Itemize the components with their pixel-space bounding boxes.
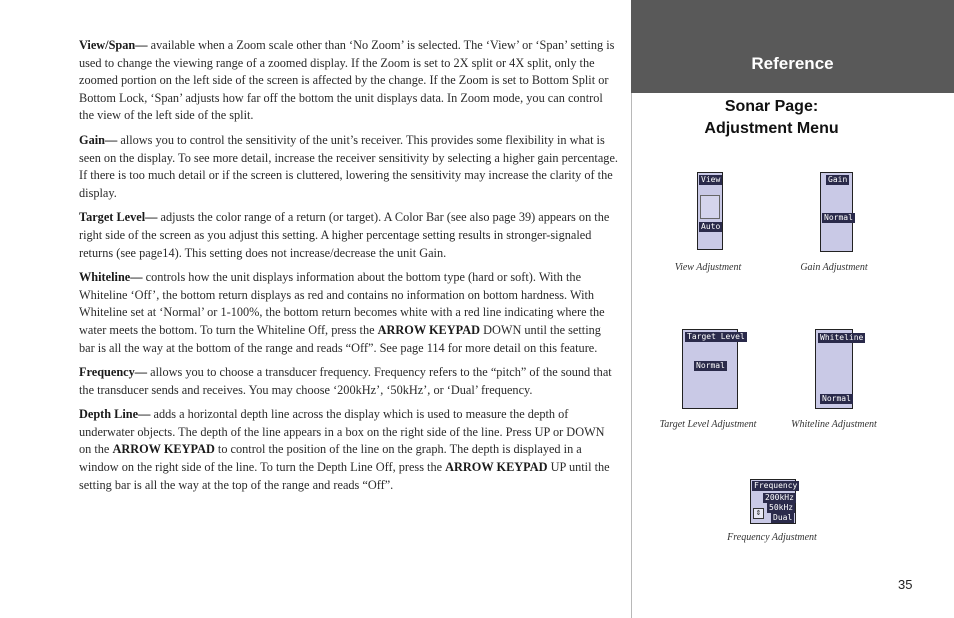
view-span-paragraph <box>79 37 619 125</box>
frequency-term: Frequency— <box>79 365 148 380</box>
view-setting-bar <box>700 195 720 219</box>
gain-paragraph <box>79 132 619 202</box>
frequency-arrow-icon: ⇕ <box>753 508 764 519</box>
sidebar-divider <box>631 93 632 618</box>
main-text <box>79 37 619 501</box>
target-level-text: adjusts the color range of a return (or target). A Color Bar (see also page 39) appears on the right side of the screen as you adjust this setting. A higher percentage setting results in stronger-signaled returns (see page14). This setting does not increase/decrease the unit Gain. <box>79 210 610 260</box>
sidebar-title-line-2: Adjustment Menu <box>704 120 839 137</box>
frequency-screen-header: Frequency <box>754 481 798 490</box>
depth-line-text-b: to control the position of the line on the graph. The depth is displayed in a window on the right side of the line. To turn the Depth Line Off, press the <box>79 442 582 475</box>
target-level-adjustment-screen <box>682 329 745 409</box>
frequency-text: allows you to choose a transducer frequency. Frequency refers to the “pitch” of the sound that the transducer sends and receives. You may choose ‘200kHz’, ‘50kHz’, or ‘Dual’ frequency. <box>79 365 612 397</box>
depth-line-text-c: UP until the setting bar is all the way at the top of the range and reads “Off”. <box>79 460 610 492</box>
depth-line-key-1: ARROW KEYPAD <box>112 442 215 457</box>
section-title: Reference <box>751 54 834 73</box>
sidebar-header <box>631 0 954 93</box>
gain-text: allows you to control the sensitivity of the unit’s receiver. This provides some flexibility in what is seen on the display. To see more detail, increase the receiver sensitivity by selecting a higher gain percentage. If there is too much detail or if the screen is cluttered, lowering the sensitivity may increase the clarity of the display. <box>79 132 618 200</box>
target-screen-header: Target Level <box>687 332 745 341</box>
view-screen-value: Auto <box>701 222 721 231</box>
whiteline-term: Whiteline— <box>79 270 143 285</box>
sidebar-title-line-1: Sonar Page: <box>724 98 819 115</box>
depth-line-term: Depth Line— <box>79 407 151 422</box>
whiteline-adjustment-screen <box>815 329 864 409</box>
view-adjustment-caption: View Adjustment <box>674 262 742 273</box>
depth-line-paragraph <box>79 406 619 494</box>
frequency-option-200khz: 200kHz <box>765 493 794 502</box>
frequency-adjustment-screen <box>750 479 796 524</box>
target-level-term: Target Level— <box>79 210 158 225</box>
gain-adjustment-caption: Gain Adjustment <box>800 262 868 273</box>
whiteline-adjustment-caption: Whiteline Adjustment <box>791 419 877 430</box>
target-level-paragraph <box>79 209 619 262</box>
gain-screen-value: Normal <box>824 213 853 222</box>
frequency-option-dual: Dual <box>773 513 793 522</box>
gain-term: Gain— <box>79 132 118 147</box>
depth-line-key-2: ARROW KEYPAD <box>445 460 548 475</box>
view-span-term: View/Span— <box>79 38 148 52</box>
sidebar-title <box>631 96 912 140</box>
gain-screen-header: Gain <box>828 175 848 184</box>
whiteline-paragraph <box>79 269 619 357</box>
whiteline-screen-header: Whiteline <box>820 333 864 342</box>
whiteline-text-a: controls how the unit displays information about the bottom type (hard or soft). With the Whiteline ‘Off’, the bottom return displays as red and contains no information on bottom hardness. With Whiteline set at ‘Normal’ or 1-100%, the bottom return becomes white with a red line indicating where the water meets the bottom. To turn the Whiteline Off, press the <box>79 270 605 337</box>
frequency-paragraph <box>79 364 619 399</box>
view-adjustment-screen <box>697 172 723 250</box>
whiteline-key: ARROW KEYPAD <box>377 322 481 337</box>
frequency-option-50khz: 50kHz <box>769 503 794 512</box>
depth-line-text-a: adds a horizontal depth line across the display which is used to measure the depth of underwater objects. The depth of the line appears in a box on the right side of the line. Press UP or DOWN on the <box>79 407 605 457</box>
view-span-text: available when a Zoom scale other than ‘No Zoom’ is selected. The ‘View’ or ‘Span’ setting is used to change the viewing range of a zoomed display. If the Zoom is set to 2X split or 4X split, only the zoomed portion on the left side of the screen is affected by the change. If the Zoom is set to Bottom Split or Bottom Lock, ‘Span’ adjusts how far off the bottom the unit displays data. In Zoom mode, you can control the view of the left side of the split. <box>79 38 615 123</box>
frequency-adjustment-caption: Frequency Adjustment <box>727 532 817 543</box>
view-screen-header: View <box>701 175 721 184</box>
whiteline-text-b: DOWN until the setting bar is all the way at the bottom of the range and reads “Off”. See page 114 for more detail on this feature. <box>79 322 601 355</box>
target-screen-value: Normal <box>696 361 725 370</box>
page-number: 35 <box>898 577 913 592</box>
target-level-adjustment-caption: Target Level Adjustment <box>659 419 757 430</box>
whiteline-screen-value: Normal <box>822 394 851 403</box>
gain-adjustment-screen <box>820 172 853 252</box>
